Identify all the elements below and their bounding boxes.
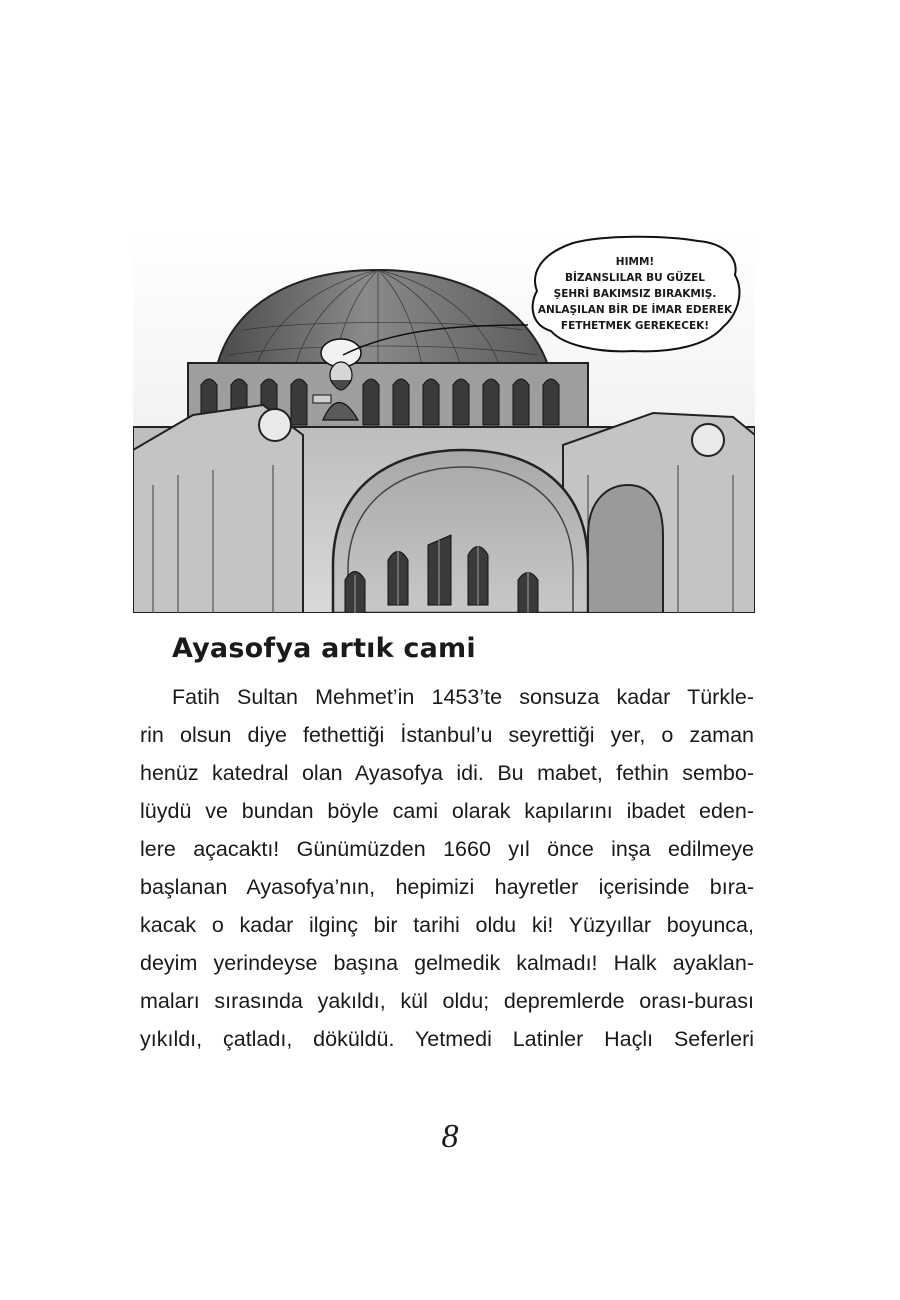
body-line: yıkıldı, çatladı, döküldü. Yetmedi Latinler Haçlı Seferleri [140, 1027, 754, 1051]
section-title: Ayasofya artık cami [172, 633, 476, 664]
body-paragraph [140, 678, 754, 1058]
body-line: deyim yerindeyse başına gelmedik kalmadı! Halk ayaklan- [140, 951, 754, 975]
bubble-line-5: FETHETMEK GEREKECEK! [560, 320, 710, 332]
body-line: maları sırasında yakıldı, kül oldu; depremlerde orası-burası [140, 989, 754, 1013]
bubble-line-1: HIMM! [615, 256, 655, 268]
side-arch [588, 485, 663, 613]
body-line: lüydü ve bundan böyle cami olarak kapılarını ibadet eden- [140, 799, 754, 823]
body-line: kacak o kadar ilginç bir tarihi oldu ki! Yüzyıllar boyunca, [140, 913, 754, 937]
bubble-line-2: BİZANSLILAR BU GÜZEL [565, 272, 705, 284]
body-line: başlanan Ayasofya’nın, hepimizi hayretler içerisinde bıra- [140, 875, 754, 899]
page-number: 8 [441, 1118, 459, 1155]
bubble-line-4: ANLAŞILAN BİR DE İMAR EDEREK [537, 304, 733, 316]
body-line: lere açacaktı! Günümüzden 1660 yıl önce inşa edilmeye [140, 837, 754, 861]
body-line: rin olsun diye fethettiği İstanbul’u seyrettiği yer, o zaman [140, 723, 754, 747]
bubble-line-3: ŞEHRİ BAKIMSIZ BIRAKMIŞ. [553, 288, 717, 300]
body-line: Fatih Sultan Mehmet’in 1453’te sonsuza kadar Türkle- [172, 685, 754, 709]
hagia-sophia-illustration [133, 235, 755, 613]
body-line: henüz katedral olan Ayasofya idi. Bu mabet, fethin sembo- [140, 761, 754, 785]
